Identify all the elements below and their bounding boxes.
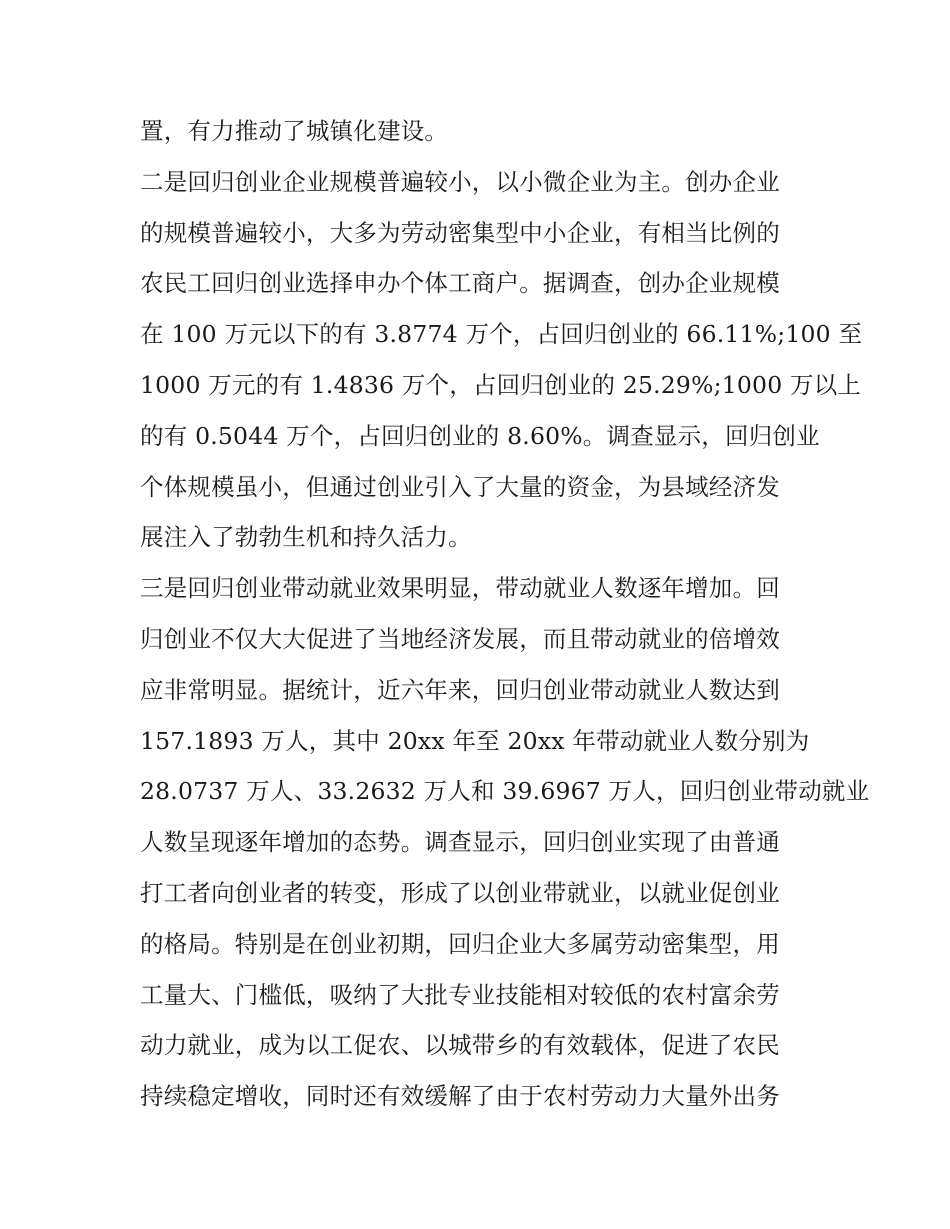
text-line: 置，有力推动了城镇化建设。 <box>140 117 449 145</box>
text-line: 三是回归创业带动就业效果明显，带动就业人数逐年增加。回 <box>140 574 780 603</box>
text-line: 个体规模虽小，但通过创业引入了大量的资金，为县域经济发 <box>140 472 780 501</box>
text-line: 的有 0.5044 万个，占回归创业的 8.60%。调查显示，回归创业 <box>140 421 820 450</box>
text-line: 归创业不仅大大促进了当地经济发展，而且带动就业的倍增效 <box>140 624 780 653</box>
text-line: 人数呈现逐年增加的态势。调查显示，回归创业实现了由普通 <box>140 828 780 857</box>
text-line: 1000 万元的有 1.4836 万个，占回归创业的 25.29%;1000 万以上 <box>140 370 862 399</box>
text-line: 28.0737 万人、33.2632 万人和 39.6967 万人，回归创业带动就业 <box>140 777 870 806</box>
text-line: 展注入了勃勃生机和持久活力。 <box>140 523 472 552</box>
text-line: 动力就业，成为以工促农、以城带乡的有效载体，促进了农民 <box>140 1031 780 1060</box>
text-line: 持续稳定增收，同时还有效缓解了由于农村劳动力大量外出务 <box>140 1082 780 1111</box>
text-line: 的规模普遍较小，大多为劳动密集型中小企业，有相当比例的 <box>140 218 780 247</box>
text-line: 的格局。特别是在创业初期，回归企业大多属劳动密集型，用 <box>140 929 780 958</box>
text-line: 应非常明显。据统计，近六年来，回归创业带动就业人数达到 <box>140 675 780 704</box>
text-line: 157.1893 万人，其中 20xx 年至 20xx 年带动就业人数分别为 <box>140 726 810 755</box>
text-line: 农民工回归创业选择申办个体工商户。据调查，创办企业规模 <box>140 269 780 298</box>
text-line: 二是回归创业企业规模普遍较小，以小微企业为主。创办企业 <box>140 167 780 196</box>
text-line: 在 100 万元以下的有 3.8774 万个，占回归创业的 66.11%;100 至 <box>140 320 863 349</box>
text-line: 打工者向创业者的转变，形成了以创业带就业，以就业促创业 <box>140 878 780 907</box>
text-line: 工量大、门槛低，吸纳了大批专业技能相对较低的农村富余劳 <box>140 980 780 1009</box>
body-text <box>140 106 870 1122</box>
